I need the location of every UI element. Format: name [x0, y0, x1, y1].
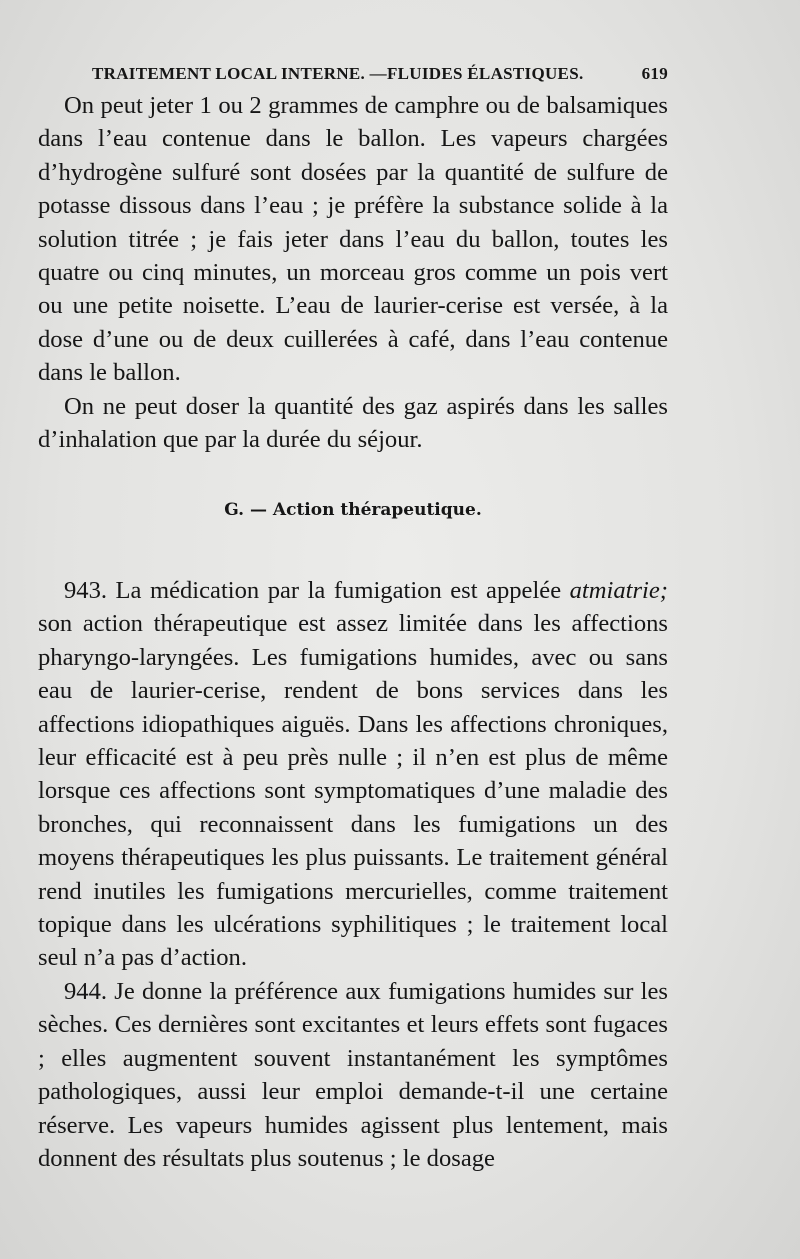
paragraph-943-lead: La médication par la fumigation est appelée: [107, 577, 570, 604]
text-block-bottom: [38, 574, 668, 1175]
running-head: [92, 60, 668, 90]
paragraph-doser: On ne peut doser la quantité des gaz aspirés dans les salles d’inhalation que par la durée du séjour.: [38, 392, 668, 454]
section-heading: G. — Action thérapeutique.: [224, 500, 482, 520]
running-head-title: TRAITEMENT LOCAL INTERNE. —FLUIDES ÉLASTIQUES.: [92, 64, 584, 83]
paragraph-944-body: Je donne la préférence aux fumigations humides sur les sèches. Ces dernières sont excitantes et leurs effets sont fugaces ; elles augmentent souvent instantanément les symptômes pathologiques, aussi leur emploi demande-t-il une certaine réserve. Les vapeurs humides agissent plus lentement, mais donnent des résultats plus soutenus ; le dosage: [38, 977, 668, 1172]
paragraph-number-943: 943.: [64, 577, 108, 604]
paragraph-943: [38, 574, 668, 975]
paragraph-camphre: On peut jeter 1 ou 2 grammes de camphre ou de balsamiques dans l’eau contenue dans le ballon. Les vapeurs chargées d’hydrogène sulfuré sont dosées par la quantité de sulfure de potasse dissous dans l’eau ; je préfère la substance solide à la solution titrée ; je fais jeter dans l’eau du ballon, toutes les quatre ou cinq minutes, un morceau gros comme un pois vert ou une petite noisette. L’eau de laurier-cerise est versée, à la dose d’une ou de deux cuillerées à café, dans l’eau contenue dans le ballon.: [38, 92, 668, 387]
paragraph-944: [38, 975, 668, 1175]
page-number: 619: [641, 64, 668, 83]
paragraph-943-body: son action thérapeutique est assez limitée dans les affections pharyngo-laryngées. Les fumigations humides, avec ou sans eau de laurier-cerise, rendent de bons services dans les affections idiopathiques aiguës. Dans les affections chroniques, leur efficacité est à peu près nulle ; il n’en est plus de même lorsque ces affections sont symptomatiques d’une maladie des bronches, qui reconnaissent dans les fumigations un des moyens thérapeutiques les plus puissants. Le traitement général rend inutiles les fumigations mercurielles, comme traitement topique dans les ulcérations syphilitiques ; le traitement local seul n’a pas d’action.: [38, 610, 668, 972]
text-block-top: [38, 89, 668, 456]
paragraph-943-term: atmiatrie;: [569, 577, 668, 604]
paragraph-number-944: 944.: [64, 977, 108, 1005]
